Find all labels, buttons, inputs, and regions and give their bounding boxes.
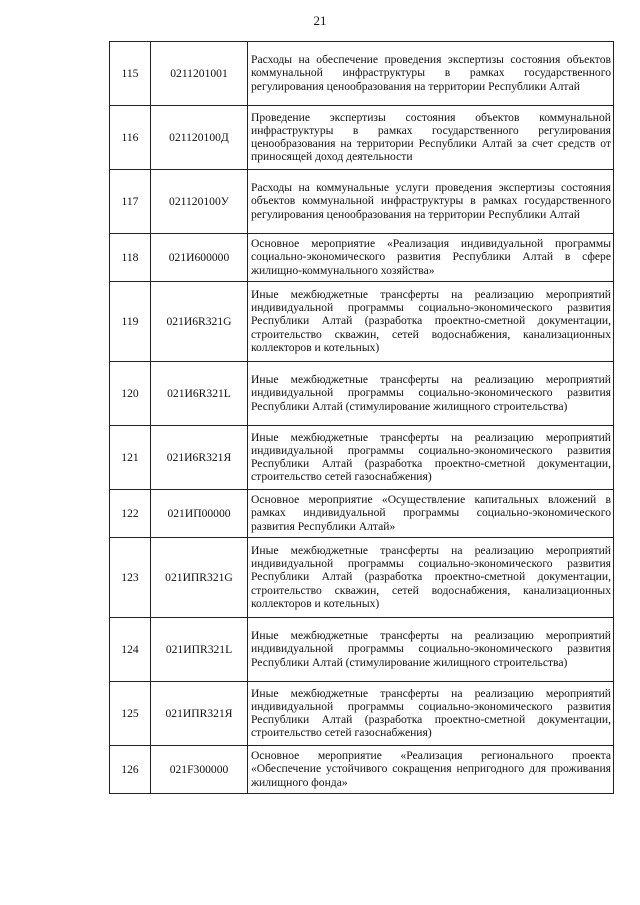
table-row	[110, 426, 614, 490]
row-code: 021ИПR321Я	[151, 682, 248, 746]
row-number: 125	[110, 682, 151, 746]
row-description: Основное мероприятие «Реализация регионального проекта «Обеспечение устойчивого сокращения непригодного для проживания жилищного фонда»	[248, 746, 614, 794]
row-description: Иные межбюджетные трансферты на реализацию мероприятий индивидуальной программы социально-экономического развития Республики Алтай (разработка проектно-сметной документации, строительство сетей газоснабжения)	[248, 682, 614, 746]
row-description: Иные межбюджетные трансферты на реализацию мероприятий индивидуальной программы социально-экономического развития Республики Алтай (стимулирование жилищного строительства)	[248, 362, 614, 426]
page-number: 21	[313, 13, 327, 28]
table-row	[110, 746, 614, 794]
row-number: 120	[110, 362, 151, 426]
row-number: 123	[110, 538, 151, 618]
table-row	[110, 170, 614, 234]
table-row	[110, 106, 614, 170]
row-code: 0211201001	[151, 42, 248, 106]
row-code: 021И6R321Я	[151, 426, 248, 490]
row-code: 021ИП00000	[151, 490, 248, 538]
table-body	[110, 42, 614, 794]
row-number: 115	[110, 42, 151, 106]
row-code: 021F300000	[151, 746, 248, 794]
row-description: Иные межбюджетные трансферты на реализацию мероприятий индивидуальной программы социально-экономического развития Республики Алтай (разработка проектно-сметной документации, строительство сетей газоснабжения)	[248, 426, 614, 490]
row-number: 121	[110, 426, 151, 490]
row-description: Основное мероприятие «Осуществление капитальных вложений в рамках индивидуальной программы социально-экономического развития Республики Алтай»	[248, 490, 614, 538]
row-code: 021И6R321L	[151, 362, 248, 426]
table-row	[110, 42, 614, 106]
row-code: 021И6R321G	[151, 282, 248, 362]
row-number: 126	[110, 746, 151, 794]
table-row	[110, 234, 614, 282]
row-number: 117	[110, 170, 151, 234]
row-number: 122	[110, 490, 151, 538]
row-description: Иные межбюджетные трансферты на реализацию мероприятий индивидуальной программы социально-экономического развития Республики Алтай (стимулирование жилищного строительства)	[248, 618, 614, 682]
row-code: 021ИПR321L	[151, 618, 248, 682]
table-row	[110, 490, 614, 538]
row-code: 021120100У	[151, 170, 248, 234]
row-code: 021ИПR321G	[151, 538, 248, 618]
row-description: Основное мероприятие «Реализация индивидуальной программы социально-экономического развития Республики Алтай в сфере жилищно-коммунального хозяйства»	[248, 234, 614, 282]
row-description: Иные межбюджетные трансферты на реализацию мероприятий индивидуальной программы социально-экономического развития Республики Алтай (разработка проектно-сметной документации, строительство скважин, сетей водоснабжения, канализационных коллекторов и котельных)	[248, 538, 614, 618]
table-row	[110, 362, 614, 426]
row-description: Иные межбюджетные трансферты на реализацию мероприятий индивидуальной программы социально-экономического развития Республики Алтай (разработка проектно-сметной документации, строительство скважин, сетей водоснабжения, канализационных коллекторов и котельных)	[248, 282, 614, 362]
table-row	[110, 538, 614, 618]
table-row	[110, 682, 614, 746]
row-number: 124	[110, 618, 151, 682]
budget-classification-table	[109, 41, 614, 794]
row-description: Расходы на обеспечение проведения экспертизы состояния объектов коммунальной инфраструктуры в рамках государственного регулирования ценообразования на территории Республики Алтай	[248, 42, 614, 106]
row-description: Расходы на коммунальные услуги проведения экспертизы состояния объектов коммунальной инфраструктуры в рамках государственного регулирования ценообразования на территории Республики Алтай	[248, 170, 614, 234]
table-row	[110, 618, 614, 682]
row-number: 118	[110, 234, 151, 282]
table-row	[110, 282, 614, 362]
row-description: Проведение экспертизы состояния объектов коммунальной инфраструктуры в рамках государственного регулирования ценообразования на территории Республики Алтай за счет средств от приносящей доход деятельности	[248, 106, 614, 170]
row-number: 116	[110, 106, 151, 170]
row-number: 119	[110, 282, 151, 362]
row-code: 021И600000	[151, 234, 248, 282]
row-code: 021120100Д	[151, 106, 248, 170]
